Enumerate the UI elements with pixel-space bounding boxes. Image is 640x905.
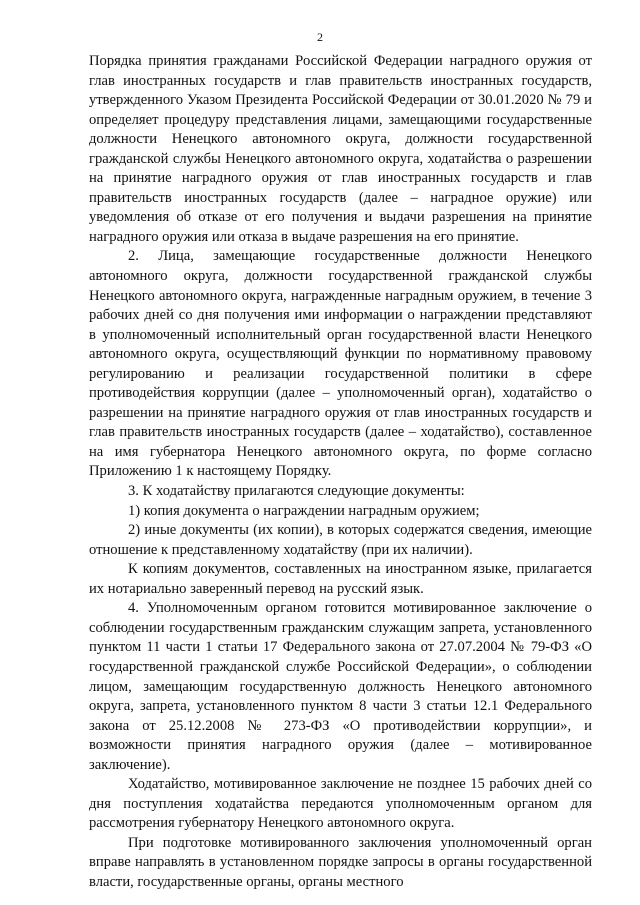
list-item-award-document-copy: 1) копия документа о награждении наградным оружием; xyxy=(128,502,480,519)
paragraph-2-persons-petition: 2. Лица, замещающие государственные должности Ненецкого автономного округа, должности государственной гражданской службы Ненецкого автономного округа, награжденные наградным оружием, в течение 3 рабочих дней со дня получения ими информации о награждении представляют в уполномоченный исполнительный орган государственной власти Ненецкого автономного округа, осуществляющий функции по нормативному правовому регулированию и реализации государственной политики в сфере противодействия коррупции (далее – уполномоченный орган), ходатайство о разрешении на принятие наградного оружия от глав иностранных государств и глав правительств иностранных государств (далее – ходатайство), составленное на имя губернатора Ненецкого автономного округа, по форме согласно Приложению 1 к настоящему Порядку. xyxy=(89,248,592,480)
document-body xyxy=(89,52,592,893)
paragraph-4-reasoned-conclusion: 4. Уполномоченным органом готовится мотивированное заключение о соблюдении государственным гражданским служащим запрета, установленного пунктом 11 части 1 статьи 17 Федерального закона от 27.07.2004 № 79-ФЗ «О государственной гражданской службе Российской Федерации», о соблюдении лицом, замещающим государственную должность Ненецкого автономного округа, запрета, установленного пунктом 8 части 3 статьи 12.1 Федерального закона от 25.12.2008 № 273-ФЗ «О противодействии коррупции», и возможности принятия наградного оружия (далее – мотивированное заключение). xyxy=(89,600,592,773)
page-number: 2 xyxy=(317,30,323,44)
paragraph-petition-transfer-deadline: Ходатайство, мотивированное заключение не позднее 15 рабочих дней со дня поступления ходатайства передаются уполномоченным органом для рассмотрения губернатору Ненецкого автономного округа. xyxy=(89,776,592,832)
list-item-other-documents: 2) иные документы (их копии), в которых содержатся сведения, имеющие отношение к представленному ходатайству (при их наличии). xyxy=(89,522,592,558)
paragraph-3-attached-documents: 3. К ходатайству прилагаются следующие документы: xyxy=(128,483,465,500)
paragraph-requests-to-authorities: При подготовке мотивированного заключения уполномоченный орган вправе направлять в установленном порядке запросы в органы государственной власти, государственные органы, органы местного xyxy=(89,834,592,890)
paragraph-foreign-language-translation: К копиям документов, составленных на иностранном языке, прилагается их нотариально заверенный перевод на русский язык. xyxy=(89,561,592,597)
paragraph-intro-continuation: Порядка принятия гражданами Российской Федерации наградного оружия от глав иностранных государств и глав правительств иностранных государств, утвержденного Указом Президента Российской Федерации от 30.01.2020 № 79 и определяет процедуру представления лицами, замещающими государственные должности Ненецкого автономного округа, должности государственной гражданской службы Ненецкого автономного округа, ходатайства о разрешении на принятие наградного оружия от глав иностранных государств и глав правительств иностранных государств (далее – наградное оружие) или уведомления об отказе от его получения и выдачи разрешения на принятие наградного оружия или отказа в выдаче разрешения на его принятие. xyxy=(89,53,592,245)
